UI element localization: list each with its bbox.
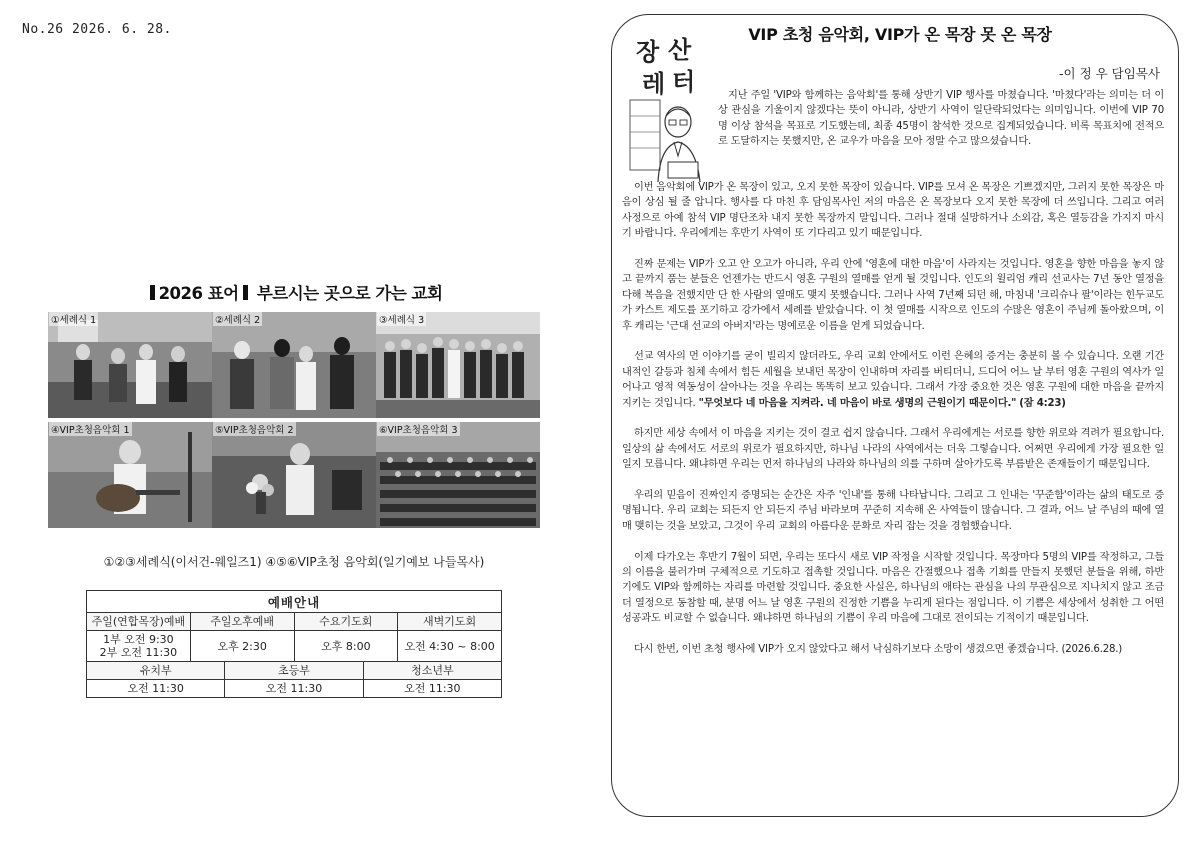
worship-schedule-table xyxy=(86,590,502,698)
worship-value-row xyxy=(87,631,501,662)
worship-title: 예배안내 xyxy=(87,591,501,613)
logo-char: 터 xyxy=(672,67,696,96)
letter-paragraph xyxy=(622,349,1164,411)
letter-paragraph: 이번 음악회에 VIP가 온 목장이 있고, 오지 못한 목장이 있습니다. VIP를 모셔 온 목장은 기쁘겠지만, 그러지 못한 목장은 마음이 상심 될 줄 압니다. 행사를 다 마친 후 담임목사인 저의 마음은 온 목장보다 오지 못한 목장에 더 쓰입니다. 그리고 여러 사정으로 아예 참석 VIP 명단조차 내지 못한 목장까지 말입니다. 그러나 절대 실망하거나 소외감, 혹은 열등감을 가지지 마시기 바랍니다. 우리에게는 후반기 사역이 또 기다리고 있기 때문입니다. xyxy=(622,182,1164,240)
worship-header-cell: 주일오후예배 xyxy=(191,613,295,630)
letter-paragraph: 이제 다가오는 후반기 7월이 되면, 우리는 또다시 새로 VIP 작정을 시작할 것입니다. 목장마다 5명의 VIP를 작정하고, 그들의 이름을 불러가며 구체적으로 기도하고 접촉할 것입니다. 마음은 간절했으나 접촉 기회를 만들지 못했던 분들을 위해, 하반기에도 VIP와 함께하는 자리를 마련할 것입니다. 중요한 사실은, 하나님의 애타는 관심을 나의 무관심으로 지나치지 않고 조금 더 열정으로 동참할 때, 분명 어느 날 영혼 구원의 진정한 기쁨을 누리게 된다는 점입니다. 이 기쁨은 세상에서 성취한 그 어떤 성공과도 비교할 수 없습니다. 왜냐하면 하나님의 기쁨이 우리 마음에 그대로 전이되는 기적이기 때문입니다. xyxy=(622,551,1164,625)
worship-value-cell: 오전 4:30 ~ 8:00 xyxy=(404,639,495,653)
photo-vip-concert-3 xyxy=(376,422,540,528)
letter-paragraph-text: 선교 역사의 먼 이야기를 굳이 빌리지 않더라도, 우리 교회 안에서도 이런 은혜의 증거는 충분히 볼 수 있습니다. 오랜 기간 내적인 갈등과 침체 속에서 힘든 세월을 보내던 목장이 인내하며 자리를 버티더니, 드디어 어느 날 부터 영혼 구원의 역사가 일어나고 영적 역동성이 살아나는 것을 우리는 똑똑히 보고 있습니다. 그래서 가장 중요한 것은 영혼 구원에 대한 마음을 끝까지 지키는 것입니다. xyxy=(622,351,1164,409)
worship-value-row xyxy=(87,680,501,697)
photo-caption-label: ②세례식 2 xyxy=(213,312,262,326)
motto-year: 2026 표어 xyxy=(158,284,239,303)
photo-caption-label: ③세례식 3 xyxy=(377,312,426,326)
worship-value-cell: 오전 11:30 xyxy=(87,680,225,697)
worship-value-cell: 오전 11:30 xyxy=(404,682,461,695)
photo-baptism-3 xyxy=(376,312,540,418)
worship-header-cell: 초등부 xyxy=(225,662,363,679)
issue-number: No.26 2026. 6. 28. xyxy=(22,22,172,37)
service-time-line: 1부 오전 9:30 xyxy=(103,633,174,646)
illustration-space xyxy=(622,88,718,180)
service-time-line: 2부 오전 11:30 xyxy=(99,646,178,659)
photo-baptism-1 xyxy=(48,312,212,418)
photo-vip-concert-2 xyxy=(212,422,376,528)
worship-header-cell: 청소년부 xyxy=(364,662,501,679)
bible-verse-reference: (잠 4:23) xyxy=(1019,397,1066,409)
worship-header-cell: 유치부 xyxy=(87,662,225,679)
worship-value-cell xyxy=(87,631,191,661)
photo-baptism-2 xyxy=(212,312,376,418)
letter-paragraph: 우리의 믿음이 진짜인지 증명되는 순간은 자주 '인내'를 통해 나타납니다. 그리고 그 인내는 '꾸준함'이라는 삶의 태도로 증명됩니다. 우리 교회는 되든지 안 되든지 주님 바라보며 꾸준히 지속해 온 사역들이 많습니다. 그 결과, 어느 날 주님의 때에 열매 맺히는 것을 보았고, 그것이 우리 교회의 아름다운 문화로 자리 잡는 것을 경험했습니다. xyxy=(622,490,1164,532)
worship-header-cell: 새벽기도회 xyxy=(398,613,501,630)
photo-grid xyxy=(48,312,540,528)
logo-char: 레 xyxy=(642,69,666,98)
bible-verse: "무엇보다 네 마음을 지켜라. 네 마음이 바로 생명의 근원이기 때문이다." xyxy=(698,397,1017,409)
photo-caption-label: ④VIP초청음악회 1 xyxy=(49,422,132,436)
bar-mark xyxy=(150,285,155,300)
worship-value-cell: 오전 11:30 xyxy=(225,680,363,697)
motto-text: 부르시는 곳으로 가는 교회 xyxy=(256,284,443,303)
logo-char: 장 xyxy=(636,37,660,66)
bar-mark xyxy=(243,285,248,300)
worship-value-cell: 오후 8:00 xyxy=(295,631,399,661)
worship-header-cell: 수요기도회 xyxy=(295,613,399,630)
letter-paragraph: 다시 한번, 이번 초청 행사에 VIP가 오지 않았다고 해서 낙심하기보다 소망이 생겼으면 좋겠습니다. (2026.6.28.) xyxy=(634,644,1123,656)
photo-caption-line: ①②③세례식(이서건-웨일즈1) ④⑤⑥VIP초청 음악회(일기예보 나들목사) xyxy=(103,555,485,569)
letter-paragraph: 지난 주일 'VIP와 함께하는 음악회'를 통해 상반기 VIP 행사를 마쳤습니다. '마쳤다'라는 의미는 더 이상 관심을 기울이지 않겠다는 뜻이 아니라, 상반기 사역이 일단락되었다는 의미입니다. 이번에 VIP 70명 이상 참석을 목표로 기도했는데, 최종 45명이 참석한 것으로 집계되었습니다. 비록 목표치에 전적으로 도달하지는 못했지만, 온 교우가 마음을 모아 정말 수고 많으셨습니다. xyxy=(718,90,1164,148)
worship-header-row xyxy=(87,613,501,631)
letter-body xyxy=(622,88,1164,673)
letter-paragraph: 하지만 세상 속에서 이 마음을 지키는 것이 결코 쉽지 않습니다. 그래서 우리에게는 서로를 향한 위로와 격려가 필요합니다. 일상의 삶 속에서도 서로의 위로가 필요하지만, 하나님 나라의 사역에서는 더욱 그렇습니다. 어쩌면 우리에게 가장 필요한 일일지 모릅니다. 왜냐하면 우리는 먼저 하나님의 나라와 하나님의 의를 구하며 살아가도록 부름받은 존재들이기 때문입니다. xyxy=(622,428,1164,471)
worship-header-row xyxy=(87,662,501,680)
photo-vip-concert-1 xyxy=(48,422,212,528)
photo-caption-label: ①세례식 1 xyxy=(49,312,98,326)
logo-char: 산 xyxy=(668,35,692,64)
worship-header-cell: 주일(연합목장)예배 xyxy=(87,613,191,630)
photo-caption-label: ⑥VIP초청음악회 3 xyxy=(377,422,460,436)
worship-value-cell: 오후 2:30 xyxy=(191,631,295,661)
letter-author: -이 정 우 담임목사 xyxy=(1059,66,1160,81)
letter-title: VIP 초청 음악회, VIP가 온 목장 못 온 목장 xyxy=(748,25,1052,44)
motto-heading xyxy=(48,280,540,304)
photo-caption-label: ⑤VIP초청음악회 2 xyxy=(213,422,296,436)
letter-paragraph: 진짜 문제는 VIP가 오고 안 오고가 아니라, 우리 안에 '영혼에 대한 마음'이 사라지는 것입니다. 영혼을 향한 마음을 놓지 않고 끝까지 품는 분들은 언젠가는 반드시 영혼 구원의 열매를 얻게 될 것입니다. 인도의 윌리엄 캐리 선교사는 7년 동안 열정을 다해 복음을 전했지만 단 한 사람의 열매도 맺지 못했습니다. 그러나 사역 7년째 되던 해, 마침내 '크리슈나 팔'이라는 힌두교도가 카스트 제도를 포기하고 강가에서 세례를 받았습니다. 이 첫 열매를 시작으로 인도의 수많은 영혼이 주님께 돌아왔으며, 이후 캐리는 '근대 선교의 아버지'라는 명예로운 이름을 얻게 되었습니다. xyxy=(622,259,1164,332)
